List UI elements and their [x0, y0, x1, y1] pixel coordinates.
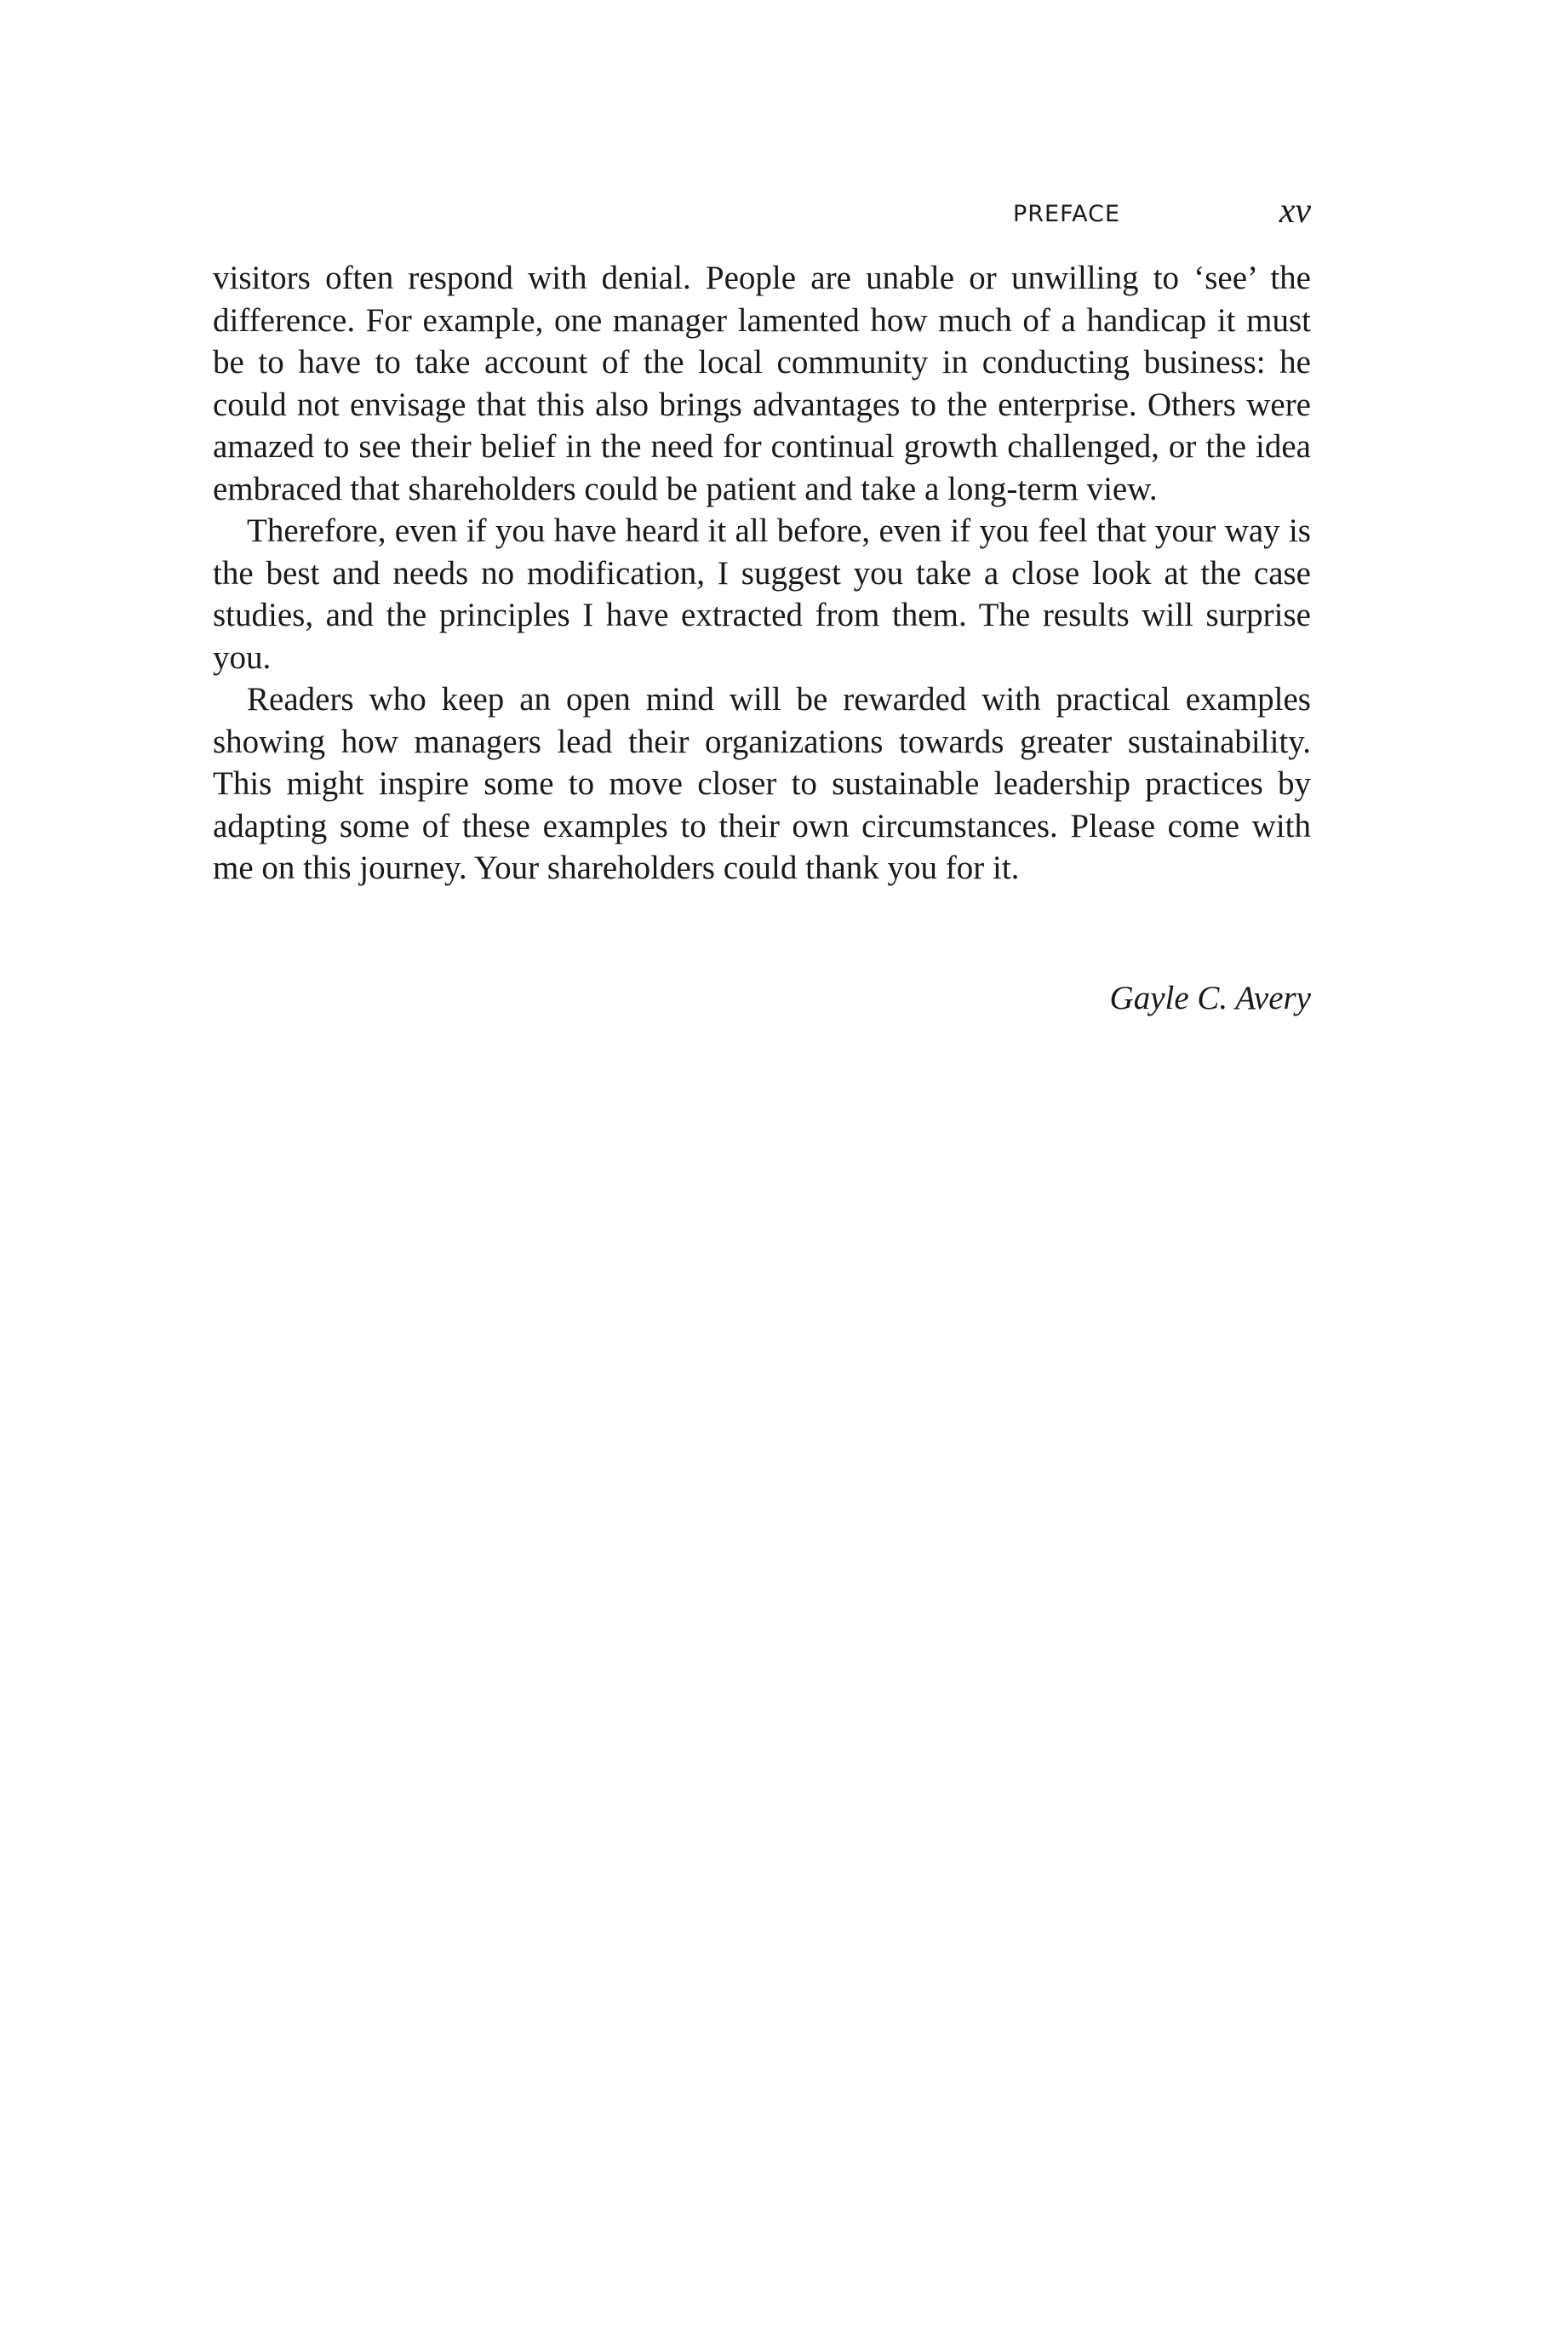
paragraph-continued: visitors often respond with denial. People are unable or unwilling to ‘see’ the difference. For example, one manager lamented how much of a handicap it must be to have to take account of the local community in conducting business: he could not envisage that this also brings advantages to the enterprise. Others were amazed to see their belief in the need for continual growth challenged, or the idea embraced that shareholders could be patient and take a long-term view.: [213, 260, 1311, 507]
page-number: xv: [1279, 192, 1311, 231]
paragraph: Therefore, even if you have heard it all before, even if you feel that your way is the best and needs no modification, I suggest you take a close look at the case studies, and the principles I have extracted from them. The results will surprise you.: [213, 512, 1311, 676]
running-head: [213, 194, 1311, 245]
running-title: PREFACE: [1013, 201, 1121, 227]
preface-body: [213, 257, 1311, 890]
paragraph: Readers who keep an open mind will be rewarded with practical examples showing how managers lead their organizations towards greater sustainability. This might inspire some to move closer to sustainable leadership practices by adapting some of these examples to their own circumstances. Please come with me on this journey. Your shareholders could thank you for it.: [213, 681, 1311, 886]
author-signature: Gayle C. Avery: [1109, 980, 1311, 1016]
